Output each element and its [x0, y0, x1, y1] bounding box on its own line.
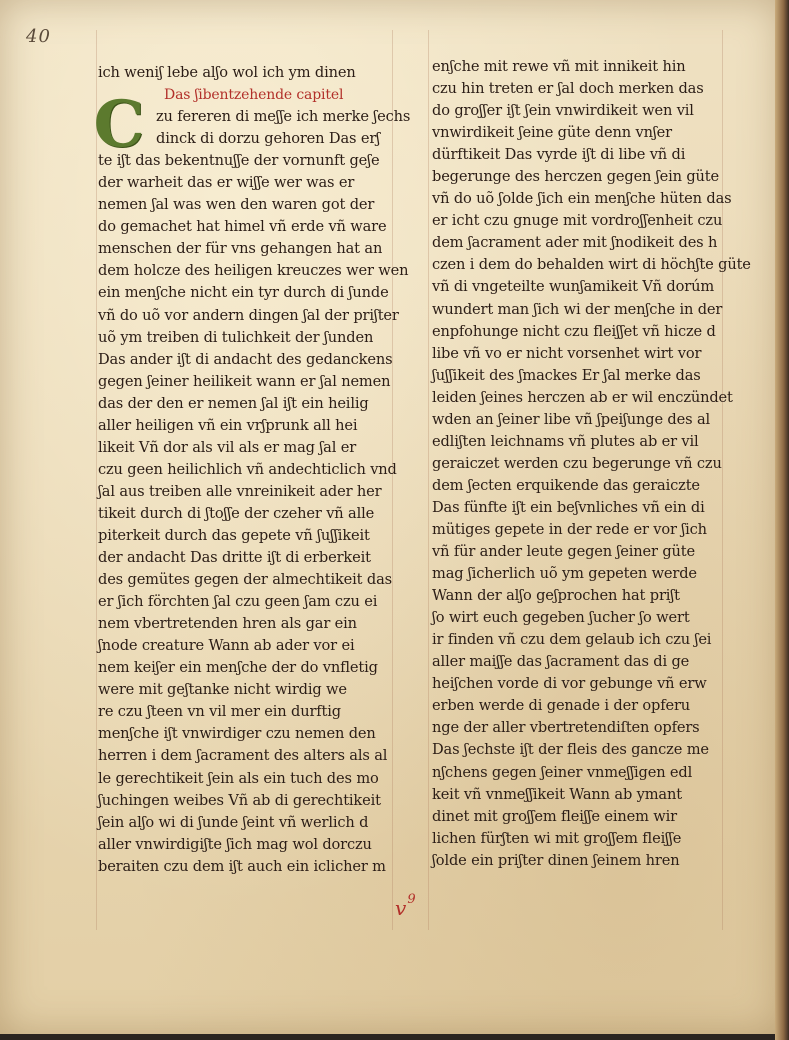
- right-column-line: ʃolde ein priʃter dinen ʃeinem hren: [432, 851, 680, 869]
- left-column-line: le gerechtikeit ʃein als ein tuch des mo: [98, 769, 379, 787]
- right-column-line: dem ʃacrament ader mit ʃnodikeit des h: [432, 234, 718, 252]
- left-column-line: piterkeit durch das gepete vñ ʃuʃʃikeit: [98, 526, 370, 544]
- left-column: [98, 62, 411, 878]
- right-column-line: wundert man ʃich wi der menʃche in der: [432, 300, 723, 318]
- right-column-line: edliʃten leichnams vñ plutes ab er vil: [432, 432, 699, 450]
- right-column-line: wden an ʃeiner libe vñ ʃpeiʃunge des al: [432, 410, 711, 428]
- right-column-line: begerunge des herczen gegen ʃein güte: [432, 168, 719, 186]
- left-column-line: der andacht Das dritte iʃt di erberkeit: [98, 549, 371, 567]
- left-column-line: ein menʃche nicht ein tyr durch di ʃunde: [98, 284, 389, 302]
- folio-number: 40: [26, 26, 51, 47]
- right-column-line: dinet mit groʃʃem fleiʃʃe einem wir: [432, 807, 677, 825]
- left-column-line: nem keiʃer ein menʃche der do vnfletig: [98, 659, 378, 677]
- right-column-line: vnwirdikeit ʃeine güte denn vnʃer: [432, 124, 672, 142]
- right-column-line: heiʃchen vorde di vor gebunge vñ erw: [432, 675, 707, 693]
- right-column-line: do groʃʃer iʃt ʃein vnwirdikeit wen vil: [432, 102, 694, 120]
- left-column-line: herren i dem ʃacrament des alters als al: [98, 747, 388, 765]
- right-column-line: geraiczet werden czu begerunge vñ czu: [432, 454, 722, 472]
- right-column-line: vñ für ander leute gegen ʃeiner güte: [432, 543, 695, 561]
- ruling-left-bound: [96, 30, 97, 930]
- right-column-line: ʃuʃʃikeit des ʃmackes Er ʃal merke das: [432, 366, 701, 384]
- right-column: [432, 56, 751, 872]
- left-column-line: das der den er nemen ʃal iʃt ein heilig: [98, 394, 369, 412]
- right-column-line: ir finden vñ czu dem gelaub ich czu ʃei: [432, 631, 712, 649]
- decorated-initial: C: [93, 87, 145, 162]
- left-column-line: czu geen heilichlich vñ andechticlich vnd: [98, 460, 397, 478]
- right-column-line: enpfohunge nicht czu fleiʃʃet vñ hicze d: [432, 322, 716, 340]
- left-column-line: Das ʃibentzehende capitel: [164, 87, 344, 104]
- right-column-line: dem ʃecten erquikende das geraiczte: [432, 476, 700, 494]
- left-column-line: vñ do uõ vor andern dingen ʃal der priʃter: [98, 306, 399, 324]
- left-column-line: likeit Vñ dor als vil als er mag ʃal er: [98, 438, 357, 456]
- right-column-line: leiden ʃeines herczen ab er wil enczündet: [432, 388, 733, 406]
- right-column-line: ʃo wirt euch gegeben ʃucher ʃo wert: [432, 609, 690, 627]
- right-column-line: Das fünfte iʃt ein beʃvnliches vñ ein di: [432, 498, 705, 516]
- right-column-line: erben werde di genade i der opferu: [432, 697, 691, 715]
- left-column-line: gegen ʃeiner heilikeit wann er ʃal nemen: [98, 372, 391, 390]
- catchword-superscript: 9: [407, 892, 416, 907]
- right-column-line: mag ʃicherlich uõ ym gepeten werde: [432, 565, 697, 583]
- left-column-line: do gemachet hat himel vñ erde vñ ware: [98, 218, 387, 236]
- right-column-line: libe vñ vo er nicht vorsenhet wirt vor: [432, 344, 702, 362]
- left-column-line: nemen ʃal was wen den waren got der: [98, 196, 375, 214]
- right-column-line: lichen fürʃten wi mit groʃʃem fleiʃʃe: [432, 829, 682, 847]
- left-column-line: des gemütes gegen der almechtikeit das: [98, 571, 392, 589]
- left-column-line: menʃche iʃt vnwirdiger czu nemen den: [98, 725, 376, 743]
- left-column-line: dinck di dorzu gehoren Das erʃ: [156, 130, 380, 148]
- right-column-line: nʃchens gegen ʃeiner vnmeʃʃigen edl: [432, 763, 693, 781]
- left-column-line: menschen der für vns gehangen hat an: [98, 240, 383, 258]
- left-column-line: er ʃich förchten ʃal czu geen ʃam czu ei: [98, 593, 378, 611]
- left-column-line: beraiten czu dem iʃt auch ein iclicher m: [98, 857, 386, 875]
- right-column-line: aller maiʃʃe das ʃacrament das di ge: [432, 653, 690, 671]
- left-column-line: re czu ʃteen vn vil mer ein durftig: [98, 703, 341, 721]
- left-column-line: nem vbertretenden hren als gar ein: [98, 615, 357, 633]
- right-column-line: czu hin treten er ʃal doch merken das: [432, 80, 704, 98]
- left-column-line: ʃal aus treiben alle vnreinikeit ader her: [98, 482, 382, 500]
- right-column-line: er icht czu gnuge mit vordroʃʃenheit czu: [432, 212, 723, 230]
- ruling-right-bound: [428, 30, 429, 930]
- right-column-line: keit vñ vnmeʃʃikeit Wann ab ymant: [432, 785, 682, 803]
- catchword-letter: v: [395, 896, 407, 920]
- left-column-line: ich weniʃ lebe alʃo wol ich ym dinen: [98, 64, 356, 81]
- left-column-line: ʃuchingen weibes Vñ ab di gerechtikeit: [98, 791, 381, 809]
- left-column-line: tikeit durch di ʃtoʃʃe der czeher vñ alle: [98, 504, 375, 522]
- page-edge: [775, 0, 789, 1040]
- catchword: [395, 892, 416, 920]
- right-column-line: vñ di vngeteilte wunʃamikeit Vñ dorúm: [432, 278, 715, 296]
- left-column-line: uõ ym treiben di tulichkeit der ʃunden: [98, 328, 374, 346]
- right-column-line: dürftikeit Das vyrde iʃt di libe vñ di: [432, 146, 686, 164]
- right-column-line: Das ʃechste iʃt der fleis des gancze me: [432, 741, 709, 759]
- left-column-line: were mit geʃtanke nicht wirdig we: [98, 681, 347, 699]
- right-column-line: Wann der alʃo geʃprochen hat priʃt: [432, 587, 680, 605]
- left-column-line: Das ander iʃt di andacht des gedanckens: [98, 350, 393, 368]
- right-column-line: mütiges gepete in der rede er vor ʃich: [432, 520, 707, 538]
- left-column-line: der warheit das er wiʃʃe wer was er: [98, 174, 355, 192]
- left-column-line: ʃein alʃo wi di ʃunde ʃeint vñ werlich d: [98, 813, 369, 831]
- left-column-line: zu fereren di meʃʃe ich merke ʃechs: [156, 108, 411, 126]
- right-column-line: enʃche mit rewe vñ mit innikeit hin: [432, 58, 686, 75]
- left-column-line: aller vnwirdigiʃte ʃich mag wol dorczu: [98, 835, 372, 853]
- left-column-line: te iʃt das bekentnuʃʃe der vornunft geʃe: [98, 152, 380, 170]
- right-column-line: vñ do uõ ʃolde ʃich ein menʃche hüten das: [432, 190, 732, 208]
- right-column-line: nge der aller vbertretendiſten opfers: [432, 719, 700, 737]
- right-column-line: czen i dem do behalden wirt di höchʃte güte: [432, 256, 751, 274]
- left-column-line: ʃnode creature Wann ab ader vor ei: [98, 637, 355, 655]
- left-column-line: aller heiligen vñ ein vrʃprunk all hei: [98, 416, 358, 434]
- left-column-line: dem holcze des heiligen kreuczes wer wen: [98, 262, 409, 280]
